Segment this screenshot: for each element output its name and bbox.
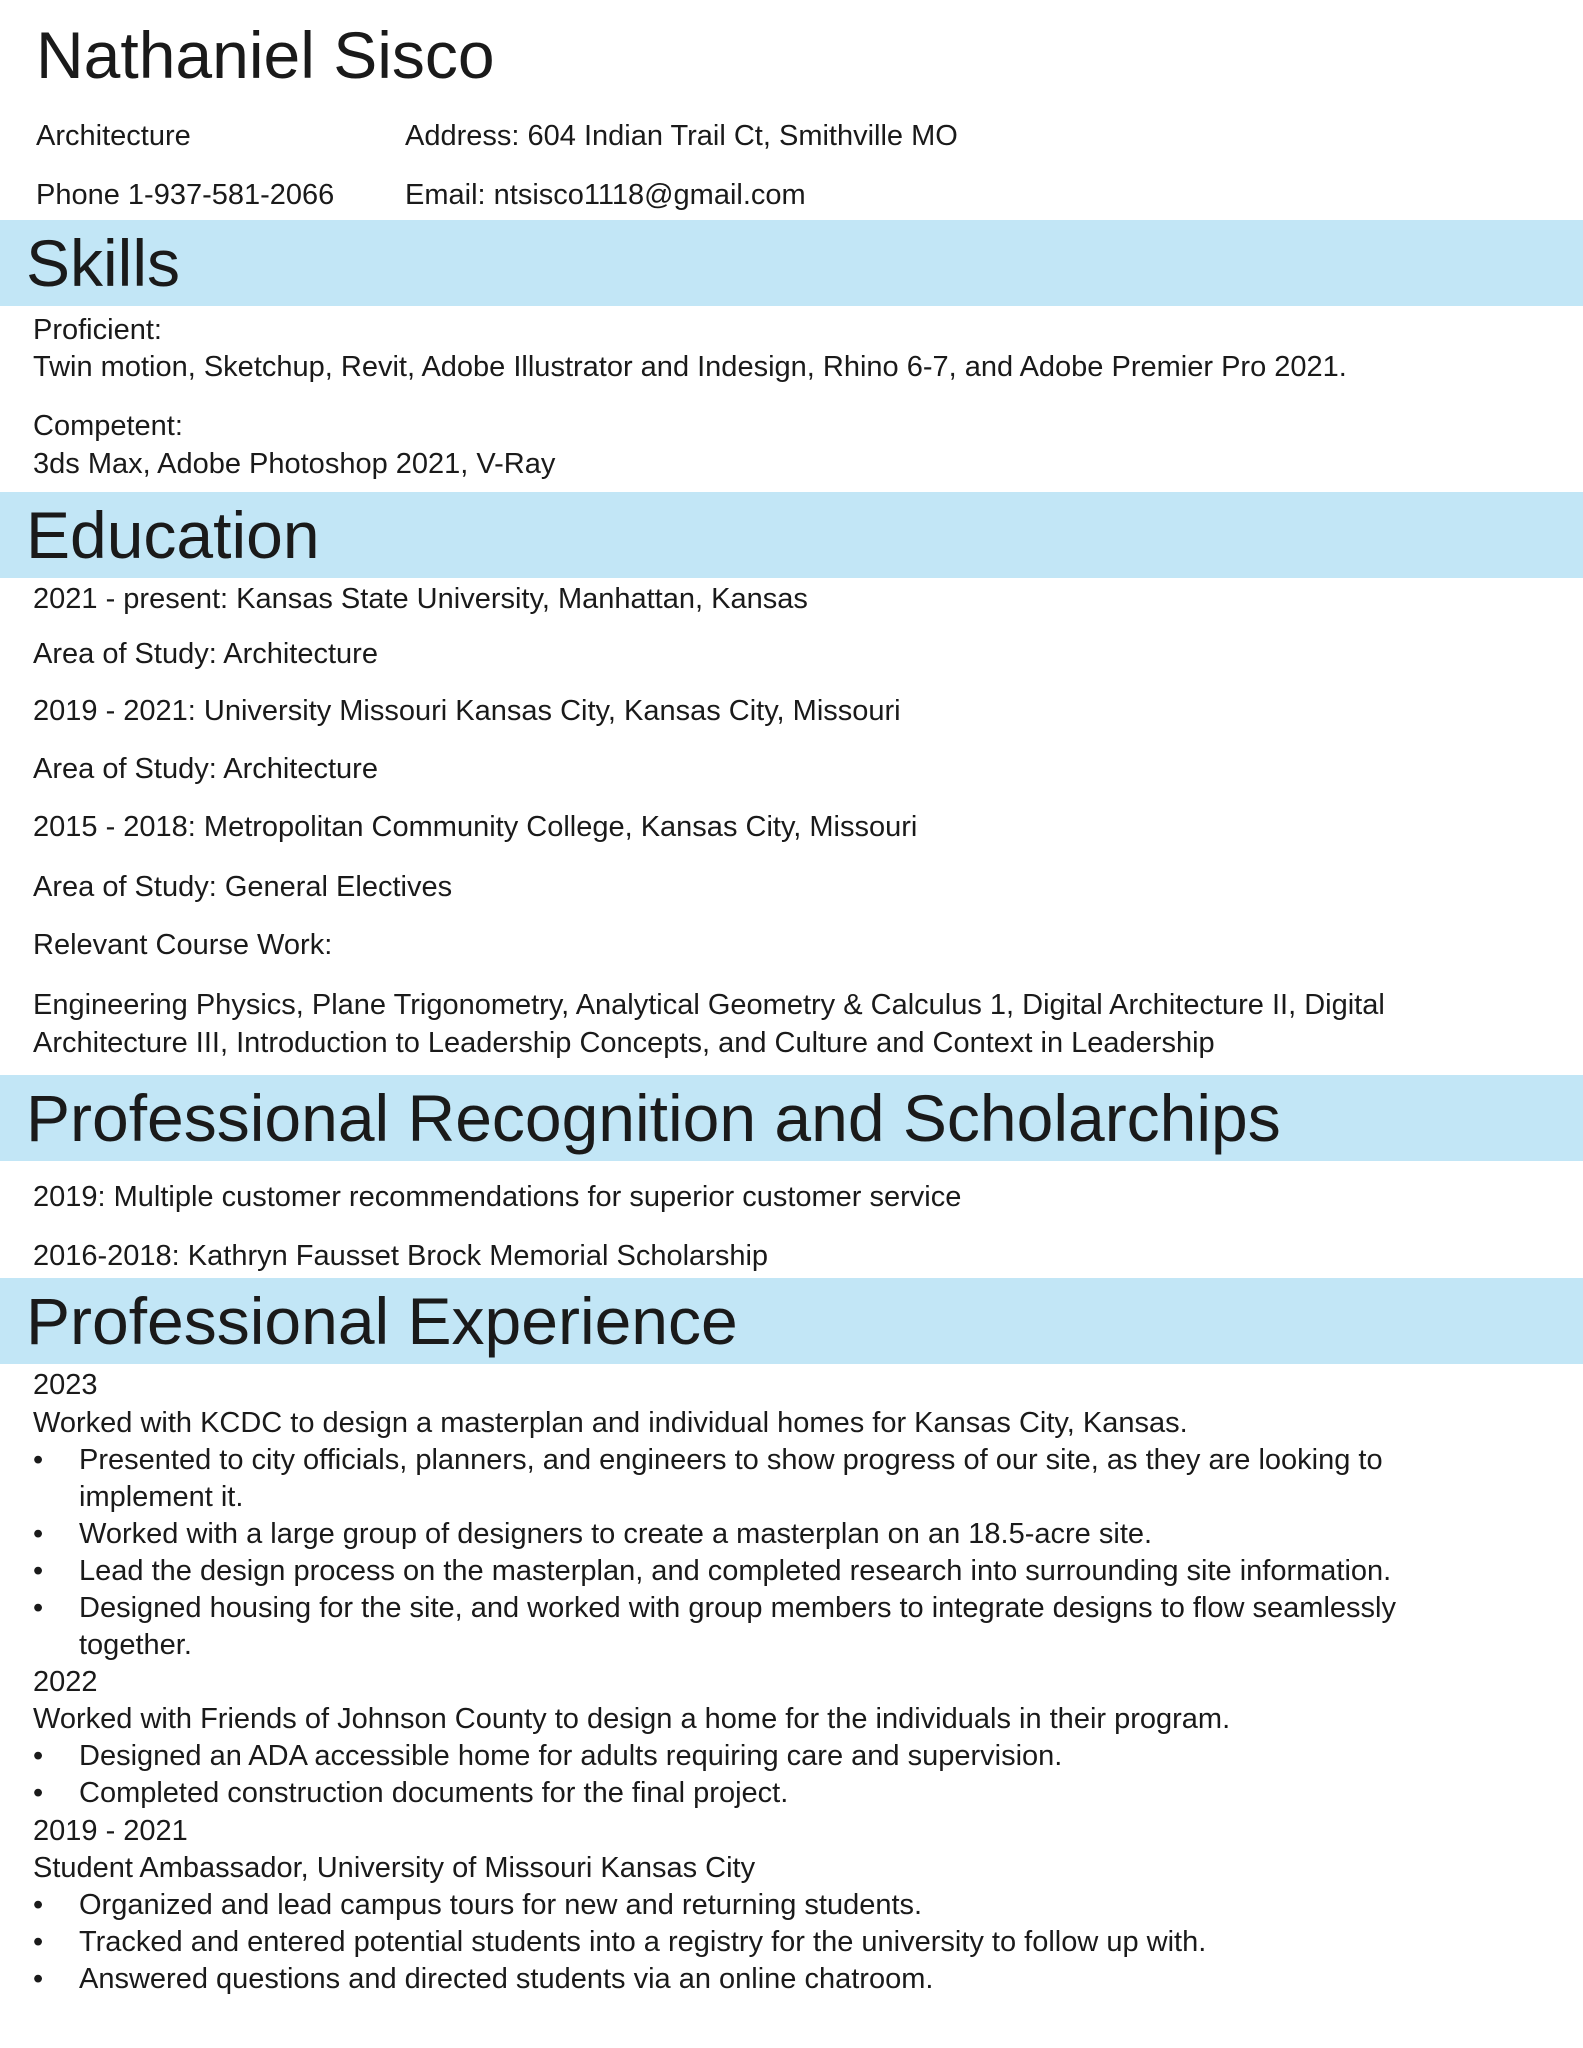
education-title: Education	[26, 498, 320, 572]
bullet-icon: •	[33, 1926, 44, 1958]
bullet-icon: •	[33, 1592, 44, 1624]
bullet-icon: •	[33, 1777, 44, 1809]
list-item-text: Worked with a large group of designers to create a masterplan on an 18.5-acre site.	[79, 1518, 1153, 1550]
job-year: 2022	[33, 1666, 98, 1698]
job-summary: Worked with KCDC to design a masterplan and individual homes for Kansas City, Kansas.	[33, 1407, 1188, 1439]
education-line: 2021 - present: Kansas State University, Manhattan, Kansas	[33, 583, 808, 615]
proficient-skills: Twin motion, Sketchup, Revit, Adobe Illustrator and Indesign, Rhino 6-7, and Adobe Premier Pro 2021.	[33, 351, 1347, 383]
proficient-label: Proficient:	[33, 314, 162, 346]
education-section-header	[0, 492, 1583, 578]
education-line: Area of Study: General Electives	[33, 871, 453, 903]
bullet-icon: •	[33, 1555, 44, 1587]
list-item-text: Designed an ADA accessible home for adults requiring care and supervision.	[79, 1740, 1063, 1772]
experience-title: Professional Experience	[26, 1284, 738, 1358]
bullet-icon: •	[33, 1963, 44, 1995]
education-line: 2019 - 2021: University Missouri Kansas City, Kansas City, Missouri	[33, 695, 901, 727]
education-line: Area of Study: Architecture	[33, 753, 378, 785]
job-year: 2019 - 2021	[33, 1815, 188, 1847]
address: Address: 604 Indian Trail Ct, Smithville MO	[405, 120, 958, 152]
list-item-text: implement it.	[79, 1481, 244, 1513]
recognition-section-header	[0, 1075, 1583, 1161]
job-summary: Worked with Friends of Johnson County to design a home for the individuals in their program.	[33, 1703, 1231, 1735]
coursework-line: Architecture III, Introduction to Leadership Concepts, and Culture and Context in Leadership	[33, 1027, 1215, 1059]
list-item-text: Completed construction documents for the final project.	[79, 1777, 789, 1809]
skills-title: Skills	[26, 226, 181, 300]
recognition-item: 2016-2018: Kathryn Fausset Brock Memorial Scholarship	[33, 1240, 769, 1272]
experience-section-header	[0, 1278, 1583, 1364]
resume-name: Nathaniel Sisco	[36, 18, 495, 92]
education-line: Area of Study: Architecture	[33, 638, 378, 670]
list-item-text: Organized and lead campus tours for new and returning students.	[79, 1889, 923, 1921]
skills-section-header	[0, 220, 1583, 306]
list-item-text: Tracked and entered potential students into a registry for the university to follow up with.	[79, 1926, 1207, 1958]
list-item-text: Presented to city officials, planners, and engineers to show progress of our site, as they are looking to	[79, 1444, 1383, 1476]
bullet-icon: •	[33, 1444, 44, 1476]
phone: Phone 1-937-581-2066	[36, 179, 335, 211]
recognition-title: Professional Recognition and Scholarchips	[26, 1081, 1281, 1155]
competent-skills: 3ds Max, Adobe Photoshop 2021, V-Ray	[33, 448, 556, 480]
list-item-text: together.	[79, 1629, 192, 1661]
bullet-icon: •	[33, 1518, 44, 1550]
email: Email: ntsisco1118@gmail.com	[405, 179, 806, 211]
recognition-item: 2019: Multiple customer recommendations for superior customer service	[33, 1181, 962, 1213]
job-year: 2023	[33, 1369, 98, 1401]
coursework-line: Engineering Physics, Plane Trigonometry, Analytical Geometry & Calculus 1, Digital Architecture II, Digital	[33, 989, 1385, 1021]
bullet-icon: •	[33, 1740, 44, 1772]
list-item-text: Lead the design process on the masterplan, and completed research into surrounding site information.	[79, 1555, 1392, 1587]
bullet-icon: •	[33, 1889, 44, 1921]
list-item-text: Answered questions and directed students via an online chatroom.	[79, 1963, 934, 1995]
list-item-text: Designed housing for the site, and worked with group members to integrate designs to flow seamlessly	[79, 1592, 1396, 1624]
field-of-study: Architecture	[36, 120, 191, 152]
coursework-label: Relevant Course Work:	[33, 929, 333, 961]
job-summary: Student Ambassador, University of Missouri Kansas City	[33, 1852, 756, 1884]
competent-label: Competent:	[33, 410, 183, 442]
education-line: 2015 - 2018: Metropolitan Community College, Kansas City, Missouri	[33, 811, 918, 843]
